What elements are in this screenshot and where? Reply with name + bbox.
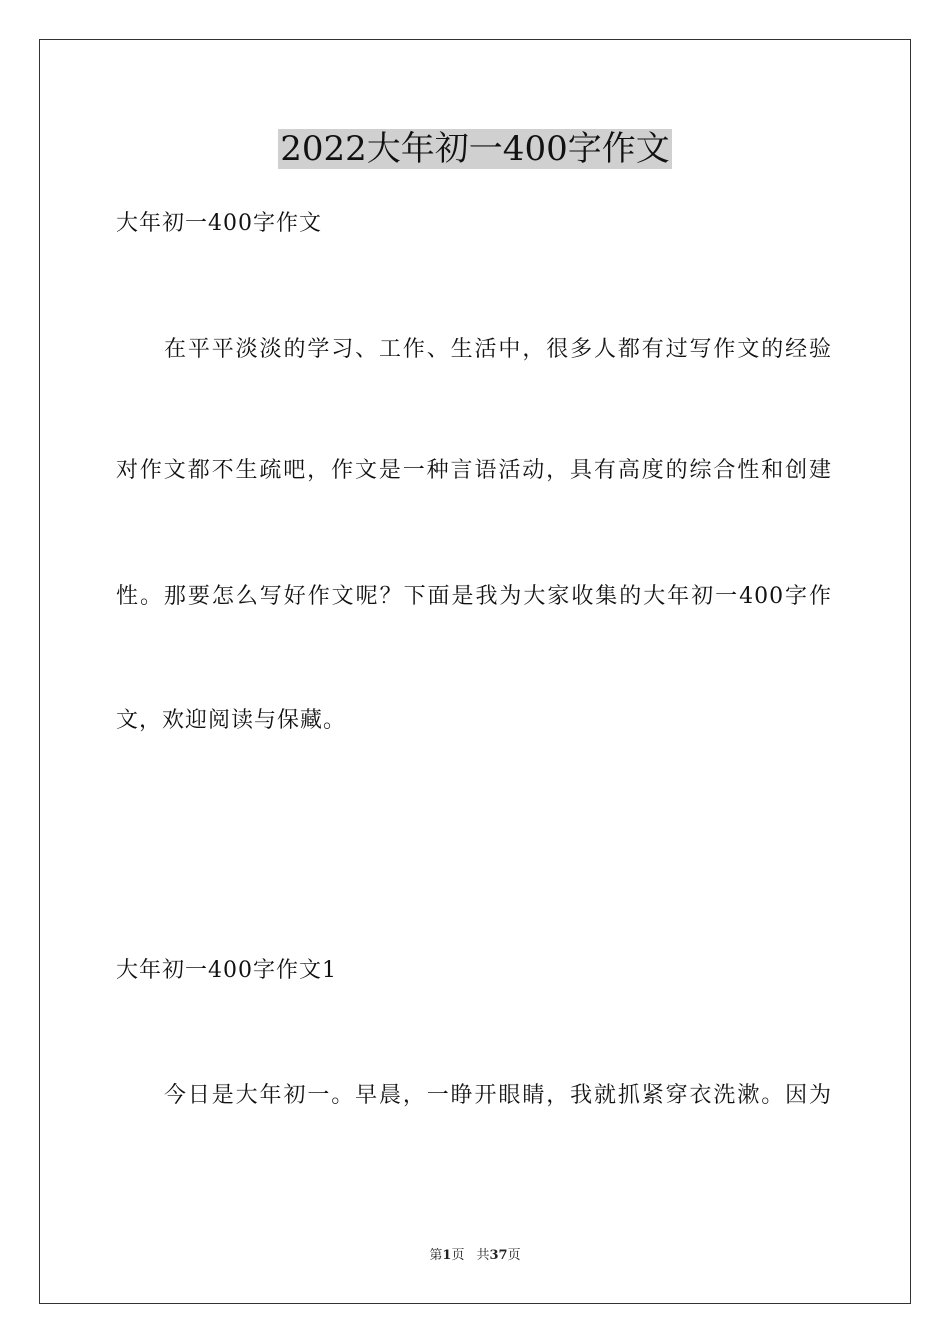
intro-line-1: 在平平淡淡的学习、工作、生活中，很多人都有过写作文的经验 [164,337,832,362]
document-title [0,127,950,171]
footer-page-prefix: 第 [429,1248,443,1263]
intro-line-2: 对作文都不生疏吧，作文是一种言语活动，具有高度的综合性和创建 [116,458,832,483]
page-footer [0,1247,950,1265]
section-heading: 大年初一400字作文1 [116,958,337,983]
footer-page-number: 1 [442,1248,452,1263]
intro-line-4: 文，欢迎阅读与保藏。 [116,708,347,733]
intro-line-3: 性。那要怎么写好作文呢？下面是我为大家收集的大年初一400字作 [116,584,832,609]
footer-total-suffix: 页 [507,1248,521,1263]
document-title-text: 2022大年初一400字作文 [280,129,670,169]
footer-total-prefix: 共 [476,1248,490,1263]
footer-page-suffix: 页 [451,1248,465,1263]
document-subtitle: 大年初一400字作文 [116,211,322,236]
footer-total-pages: 37 [489,1248,508,1263]
section-line-1: 今日是大年初一。早晨，一睁开眼睛，我就抓紧穿衣洗漱。因为 [164,1083,832,1108]
